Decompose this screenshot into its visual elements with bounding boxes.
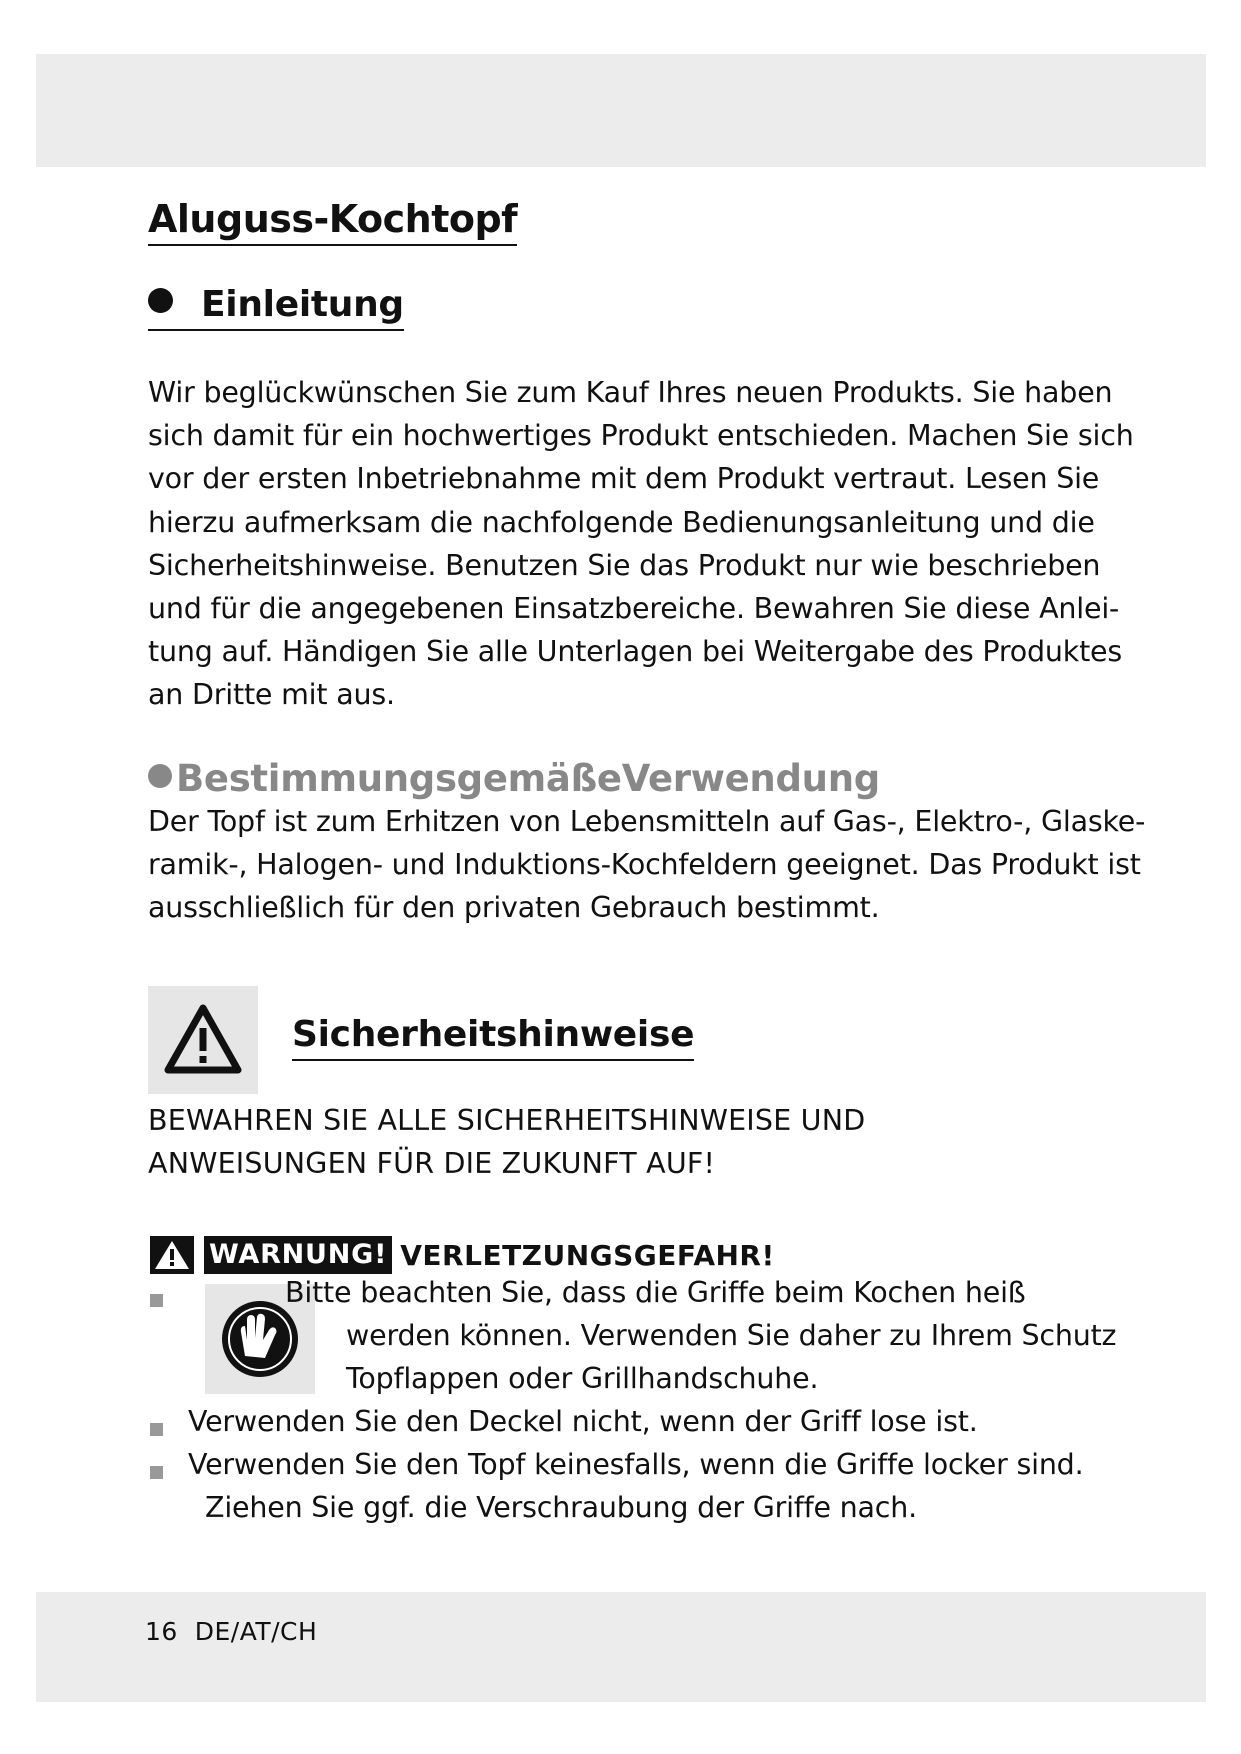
warning-header xyxy=(150,1236,775,1274)
text-line: Sicherheitshinweise. Benutzen Sie das Produkt nur wie beschrieben xyxy=(148,548,1101,582)
list-bullet-square xyxy=(150,1466,163,1479)
safety-item-3-line-1: Verwenden Sie den Topf keinesfalls, wenn die Griffe locker sind. xyxy=(188,1448,1084,1481)
region-code: DE/AT/CH xyxy=(194,1617,318,1646)
bullet-dot-icon xyxy=(148,288,173,313)
list-bullet-square xyxy=(150,1294,163,1307)
text-line: an Dritte mit aus. xyxy=(148,678,395,712)
text-line: Der Topf ist zum Erhitzen von Lebensmitteln auf Gas-, Elektro-, Glaske- xyxy=(148,805,1146,838)
text-line: ausschließlich für den privaten Gebrauch bestimmt. xyxy=(148,891,880,925)
safety-item-3-line-2: Ziehen Sie ggf. die Verschraubung der Griffe nach. xyxy=(205,1491,917,1524)
text-line: und für die angegebenen Einsatzbereiche. Bewahren Sie diese Anlei- xyxy=(148,592,1120,626)
header-band xyxy=(36,54,1206,167)
footer-band xyxy=(36,1592,1206,1702)
text-line: vor der ersten Inbetriebnahme mit dem Produkt vertraut. Lesen Sie xyxy=(148,462,1100,496)
intended-use-paragraph xyxy=(148,800,1146,930)
text-line: sich damit für ein hochwertiges Produkt entschieden. Machen Sie sich xyxy=(148,419,1134,453)
safety-item-1-line-1: Bitte beachten Sie, dass die Griffe beim Kochen heiß xyxy=(285,1276,1026,1309)
intended-use-heading-text: BestimmungsgemäßeVerwendung xyxy=(176,757,880,800)
document-title: Aluguss-Kochtopf xyxy=(148,196,517,246)
warning-triangle-icon xyxy=(148,986,258,1094)
text-line: hierzu aufmerksam die nachfolgende Bedienungsanleitung und die xyxy=(148,505,1095,539)
section-heading-introduction xyxy=(148,283,404,331)
section-heading-intended-use xyxy=(148,757,880,801)
text-line: ramik-, Halogen- und Induktions-Kochfeldern geeignet. Das Produkt ist xyxy=(148,848,1141,882)
section-heading-safety: Sicherheitshinweise xyxy=(292,1013,694,1061)
text-line: BEWAHREN SIE ALLE SICHERHEITSHINWEISE UND xyxy=(148,1104,866,1137)
warning-small-icon xyxy=(150,1236,194,1274)
keep-instructions-notice xyxy=(148,1099,865,1185)
safety-item-1-line-2: werden können. Verwenden Sie daher zu Ihrem Schutz xyxy=(346,1319,1117,1352)
warning-label: WARNUNG! xyxy=(204,1236,392,1274)
introduction-paragraph xyxy=(148,371,1134,717)
text-line: tung auf. Händigen Sie alle Unterlagen bei Weitergabe des Produktes xyxy=(148,635,1123,669)
page-footer xyxy=(145,1617,317,1646)
list-bullet-square xyxy=(150,1423,163,1436)
safety-item-1-line-3: Topflappen oder Grillhandschuhe. xyxy=(346,1362,819,1395)
page-number: 16 xyxy=(145,1617,178,1646)
introduction-heading-text: Einleitung xyxy=(201,284,404,325)
bullet-dot-icon xyxy=(148,764,172,788)
text-line: Wir beglückwünschen Sie zum Kauf Ihres neuen Produkts. Sie haben xyxy=(148,376,1113,409)
injury-hazard-text: VERLETZUNGSGEFAHR! xyxy=(400,1238,775,1272)
text-line: ANWEISUNGEN FÜR DIE ZUKUNFT AUF! xyxy=(148,1147,716,1181)
safety-item-2: Verwenden Sie den Deckel nicht, wenn der Griff lose ist. xyxy=(188,1405,978,1438)
